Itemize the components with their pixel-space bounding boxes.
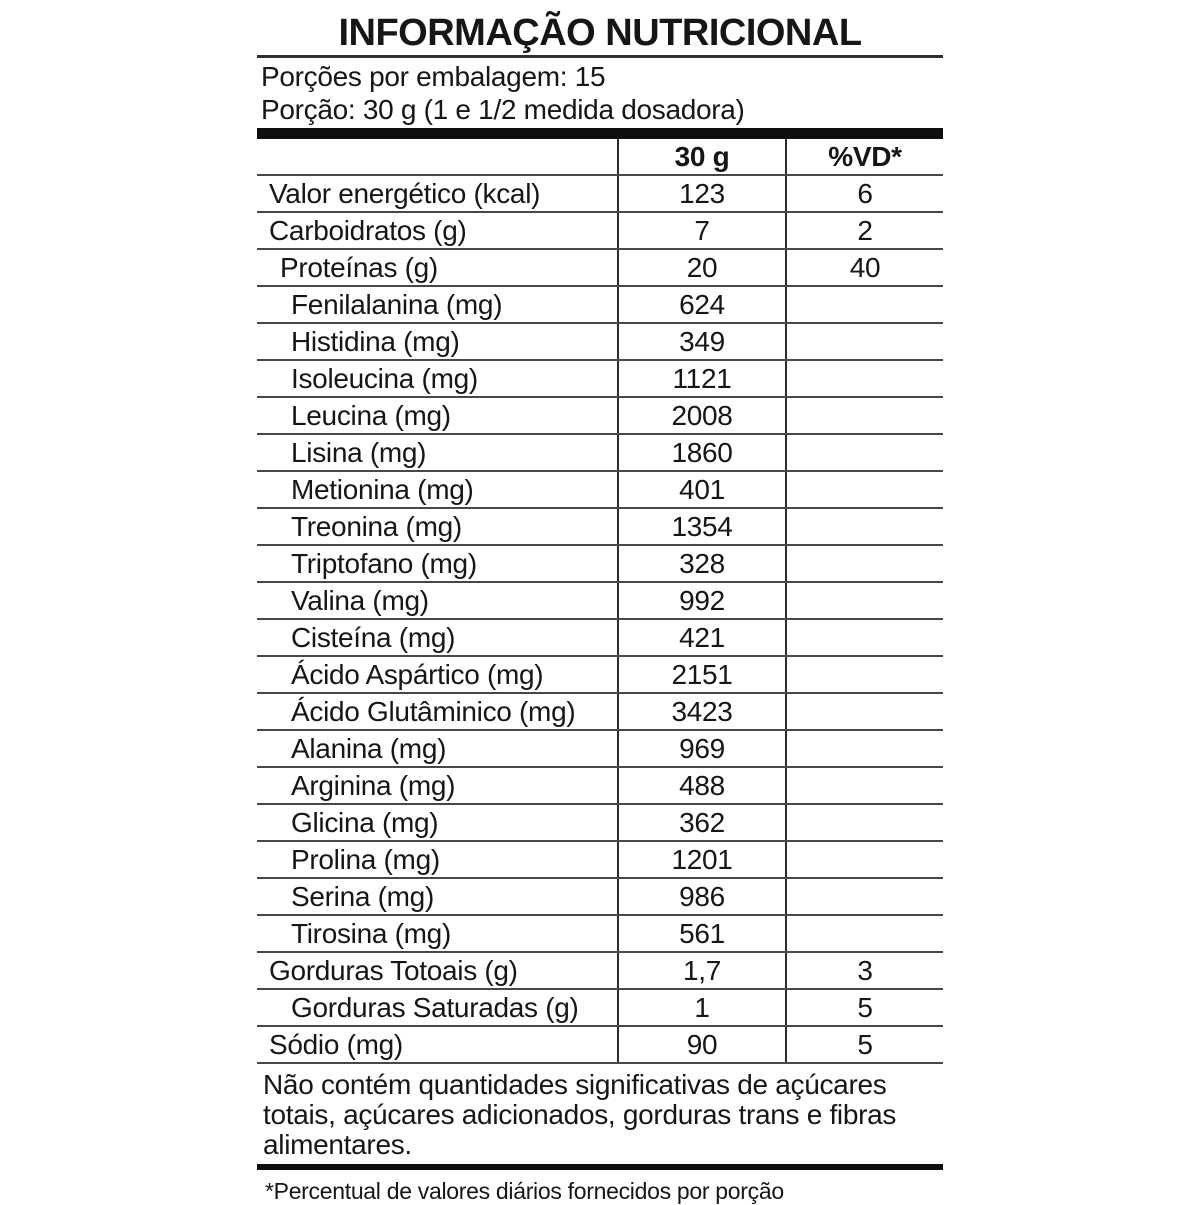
- nutrient-dv: 40: [786, 249, 943, 286]
- nutrient-amount: 3423: [618, 693, 786, 730]
- nutrient-amount: 401: [618, 471, 786, 508]
- table-row: [257, 952, 943, 989]
- nutrient-name: Histidina (mg): [257, 323, 618, 360]
- table-row: [257, 582, 943, 619]
- nutrient-amount: 1,7: [618, 952, 786, 989]
- table-row: [257, 1026, 943, 1063]
- nutrient-dv: [786, 730, 943, 767]
- nutrient-amount: 123: [618, 175, 786, 212]
- column-header-dv: %VD*: [786, 139, 943, 175]
- nutrient-dv: [786, 323, 943, 360]
- nutrient-amount: 362: [618, 804, 786, 841]
- nutrient-name: Valina (mg): [257, 582, 618, 619]
- nutrient-dv: 2: [786, 212, 943, 249]
- nutrient-name: Fenilalanina (mg): [257, 286, 618, 323]
- nutrient-name: Isoleucina (mg): [257, 360, 618, 397]
- nutrient-name: Treonina (mg): [257, 508, 618, 545]
- page-title: INFORMAÇÃO NUTRICIONAL: [338, 12, 862, 54]
- nutrient-name: Triptofano (mg): [257, 545, 618, 582]
- table-row: [257, 471, 943, 508]
- nutrient-amount: 488: [618, 767, 786, 804]
- nutrient-name: Valor energético (kcal): [257, 175, 618, 212]
- no-significant-amounts-note: [257, 1070, 943, 1160]
- note-line: Não contém quantidades significativas de açúcares: [263, 1069, 887, 1100]
- nutrient-name: Proteínas (g): [257, 249, 618, 286]
- nutrient-dv: [786, 804, 943, 841]
- nutrient-name: Metionina (mg): [257, 471, 618, 508]
- nutrient-amount: 2151: [618, 656, 786, 693]
- nutrient-name: Gorduras Saturadas (g): [257, 989, 618, 1026]
- nutrient-name: Lisina (mg): [257, 434, 618, 471]
- nutrient-name: Serina (mg): [257, 878, 618, 915]
- nutrient-dv: [786, 656, 943, 693]
- footer-bar: [257, 1164, 943, 1170]
- table-row: [257, 286, 943, 323]
- nutrient-name: Prolina (mg): [257, 841, 618, 878]
- nutrient-dv: 5: [786, 989, 943, 1026]
- nutrient-dv: [786, 286, 943, 323]
- nutrient-name: Ácido Aspártico (mg): [257, 656, 618, 693]
- table-row: [257, 989, 943, 1026]
- nutrient-name: Tirosina (mg): [257, 915, 618, 952]
- table-row: [257, 804, 943, 841]
- table-row: [257, 619, 943, 656]
- table-row: [257, 841, 943, 878]
- nutrient-amount: 349: [618, 323, 786, 360]
- table-row: [257, 434, 943, 471]
- table-row: [257, 508, 943, 545]
- table-row: [257, 878, 943, 915]
- table-header-row: [257, 139, 943, 175]
- nutrient-name: Glicina (mg): [257, 804, 618, 841]
- nutrient-amount: 624: [618, 286, 786, 323]
- table-row: [257, 693, 943, 730]
- table-row: [257, 249, 943, 286]
- note-line: alimentares.: [263, 1129, 412, 1160]
- nutrient-dv: 3: [786, 952, 943, 989]
- nutrient-amount: 969: [618, 730, 786, 767]
- nutrient-dv: 6: [786, 175, 943, 212]
- nutrient-dv: [786, 397, 943, 434]
- nutrient-name: Gorduras Totoais (g): [257, 952, 618, 989]
- nutrient-dv: [786, 878, 943, 915]
- nutrient-dv: [786, 619, 943, 656]
- nutrient-name: Leucina (mg): [257, 397, 618, 434]
- table-row: [257, 212, 943, 249]
- table-row: [257, 397, 943, 434]
- table-row: [257, 767, 943, 804]
- nutrition-label: [257, 0, 943, 1205]
- nutrient-amount: 1860: [618, 434, 786, 471]
- nutrient-dv: [786, 767, 943, 804]
- nutrient-amount: 986: [618, 878, 786, 915]
- column-header-nutrient: [257, 139, 618, 175]
- nutrient-amount: 561: [618, 915, 786, 952]
- table-row: [257, 175, 943, 212]
- serving-info: [257, 58, 943, 126]
- nutrient-name: Carboidratos (g): [257, 212, 618, 249]
- nutrient-dv: [786, 508, 943, 545]
- nutrient-amount: 992: [618, 582, 786, 619]
- nutrient-dv: [786, 693, 943, 730]
- nutrient-dv: [786, 545, 943, 582]
- nutrient-amount: 20: [618, 249, 786, 286]
- nutrient-amount: 1354: [618, 508, 786, 545]
- nutrient-name: Cisteína (mg): [257, 619, 618, 656]
- table-row: [257, 545, 943, 582]
- table-row: [257, 656, 943, 693]
- nutrition-table: [257, 139, 943, 1064]
- table-row: [257, 360, 943, 397]
- nutrient-dv: 5: [786, 1026, 943, 1063]
- header-bar: [257, 128, 943, 139]
- daily-values-footnote: *Percentual de valores diários fornecidos por porção: [265, 1178, 784, 1204]
- nutrient-amount: 328: [618, 545, 786, 582]
- nutrient-name: Arginina (mg): [257, 767, 618, 804]
- servings-per-package: Porções por embalagem: 15: [261, 61, 606, 92]
- nutrient-name: Ácido Glutâminico (mg): [257, 693, 618, 730]
- portion-size: Porção: 30 g (1 e 1/2 medida dosadora): [261, 94, 745, 125]
- nutrient-amount: 1121: [618, 360, 786, 397]
- nutrient-dv: [786, 434, 943, 471]
- nutrient-amount: 90: [618, 1026, 786, 1063]
- nutrient-dv: [786, 471, 943, 508]
- nutrient-amount: 1201: [618, 841, 786, 878]
- column-header-amount: 30 g: [618, 139, 786, 175]
- nutrient-dv: [786, 582, 943, 619]
- table-row: [257, 323, 943, 360]
- nutrient-amount: 421: [618, 619, 786, 656]
- table-row: [257, 915, 943, 952]
- nutrient-dv: [786, 841, 943, 878]
- note-line: totais, açúcares adicionados, gorduras trans e fibras: [263, 1099, 897, 1130]
- nutrient-amount: 2008: [618, 397, 786, 434]
- nutrient-name: Alanina (mg): [257, 730, 618, 767]
- nutrient-amount: 1: [618, 989, 786, 1026]
- nutrient-dv: [786, 360, 943, 397]
- nutrient-name: Sódio (mg): [257, 1026, 618, 1063]
- nutrient-dv: [786, 915, 943, 952]
- table-row: [257, 730, 943, 767]
- nutrient-amount: 7: [618, 212, 786, 249]
